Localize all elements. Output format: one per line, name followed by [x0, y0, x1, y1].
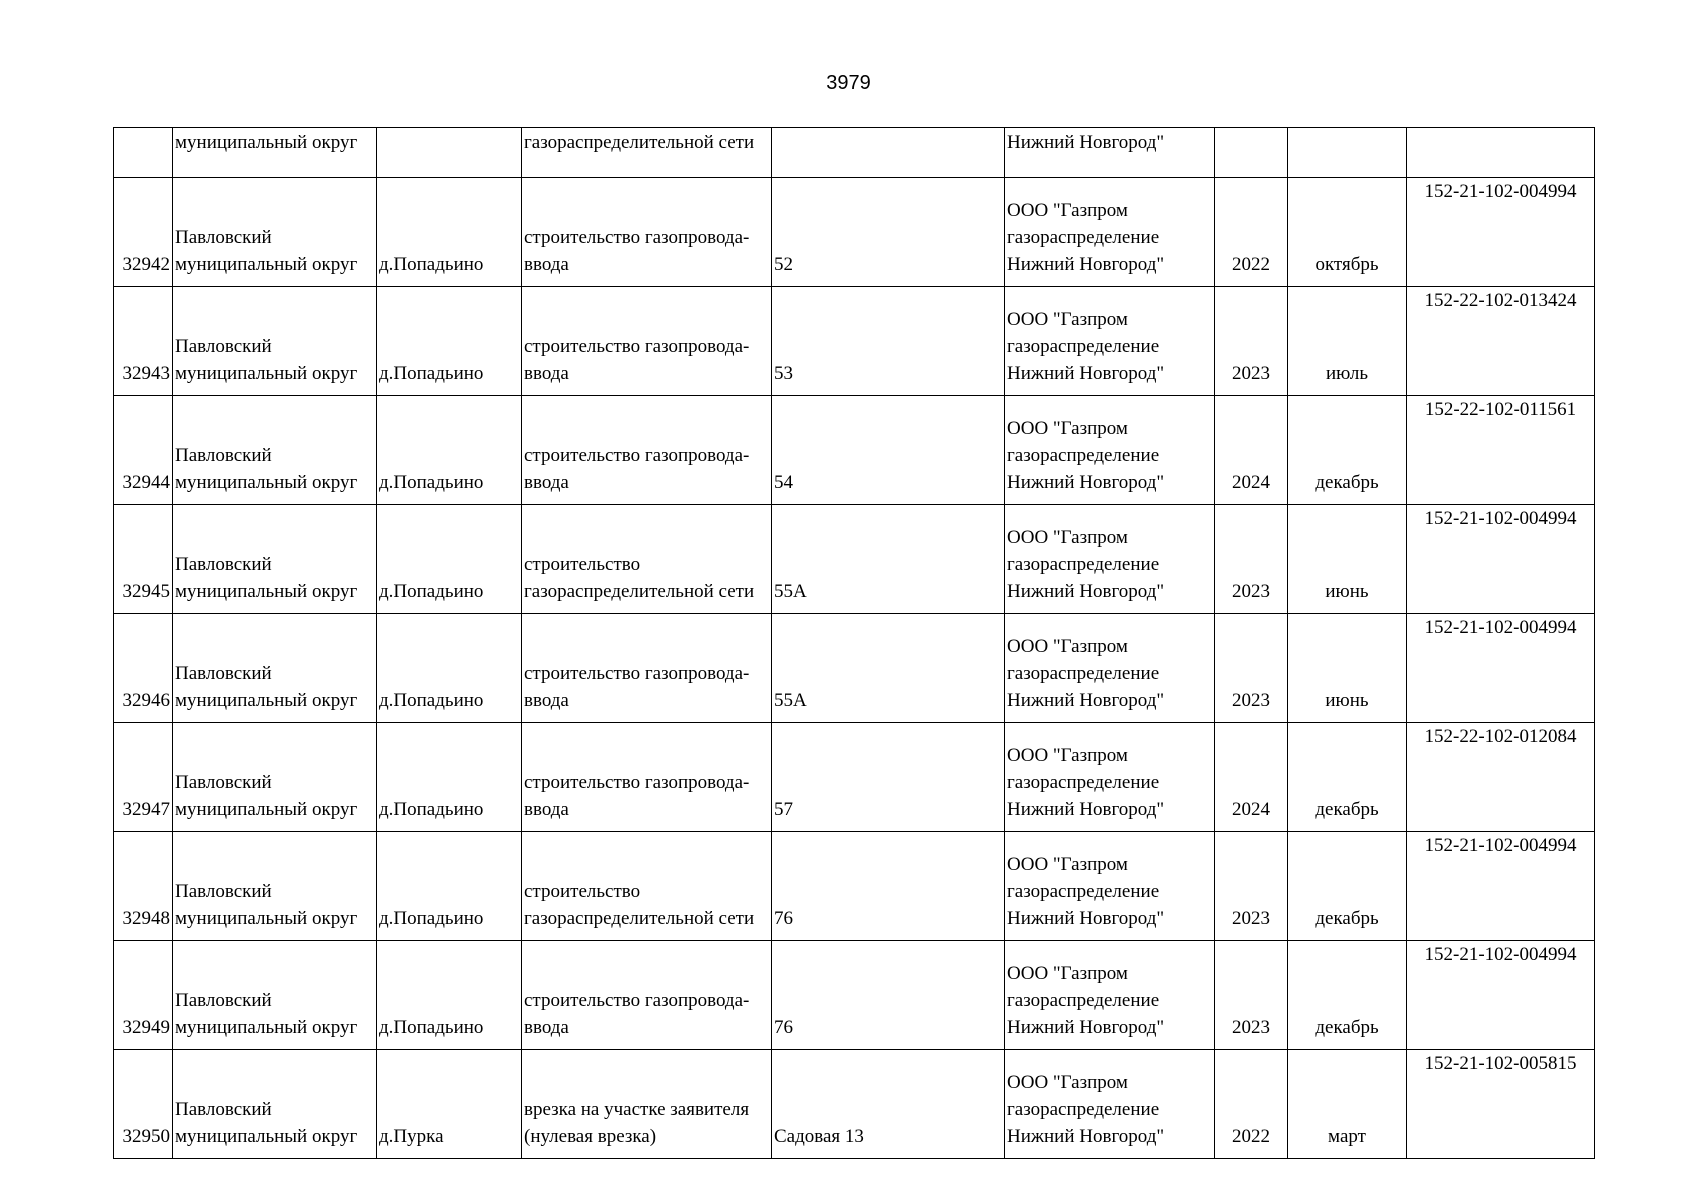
cell-district: Павловский муниципальный округ — [173, 287, 377, 396]
table-row — [114, 832, 1595, 941]
page-number: 3979 — [826, 72, 871, 94]
cell-id: 32949 — [114, 941, 173, 1050]
cell-year: 2023 — [1215, 505, 1288, 614]
table-row — [114, 1050, 1595, 1159]
cell-work-type: строительство газораспределительной сети — [522, 832, 772, 941]
cell-address: 53 — [772, 287, 1005, 396]
cell-district: муниципальный округ — [173, 128, 377, 178]
cell-id: 32944 — [114, 396, 173, 505]
cell-address: Садовая 13 — [772, 1050, 1005, 1159]
cell-work-type: врезка на участке заявителя (нулевая врезка) — [522, 1050, 772, 1159]
cell-work-type: строительство газопровода- ввода — [522, 723, 772, 832]
cell-year: 2023 — [1215, 287, 1288, 396]
cell-district: Павловский муниципальный округ — [173, 178, 377, 287]
cell-settlement: д.Попадьино — [377, 614, 522, 723]
cell-contractor: ООО "Газпром газораспределение Нижний Новгород" — [1005, 614, 1215, 723]
cell-id: 32947 — [114, 723, 173, 832]
cell-district: Павловский муниципальный округ — [173, 396, 377, 505]
cell-work-type: строительство газопровода- ввода — [522, 396, 772, 505]
cell-work-type: строительство газопровода- ввода — [522, 614, 772, 723]
cell-address: 54 — [772, 396, 1005, 505]
cell-address: 57 — [772, 723, 1005, 832]
cell-id — [114, 128, 173, 178]
cell-district: Павловский муниципальный округ — [173, 723, 377, 832]
cell-settlement: д.Попадьино — [377, 505, 522, 614]
table-row — [114, 505, 1595, 614]
cell-settlement: д.Пурка — [377, 1050, 522, 1159]
cell-contractor: ООО "Газпром газораспределение Нижний Новгород" — [1005, 287, 1215, 396]
cell-work-type: газораспределительной сети — [522, 128, 772, 178]
cell-address: 55А — [772, 505, 1005, 614]
cell-code: 152-21-102-004994 — [1407, 832, 1595, 941]
cell-district: Павловский муниципальный округ — [173, 832, 377, 941]
cell-settlement: д.Попадьино — [377, 941, 522, 1050]
table-row-continued — [114, 128, 1595, 178]
cell-month: октябрь — [1288, 178, 1407, 287]
cell-contractor: ООО "Газпром газораспределение Нижний Новгород" — [1005, 832, 1215, 941]
cell-month: декабрь — [1288, 832, 1407, 941]
cell-code: 152-22-102-011561 — [1407, 396, 1595, 505]
cell-code: 152-22-102-012084 — [1407, 723, 1595, 832]
cell-contractor: Нижний Новгород" — [1005, 128, 1215, 178]
cell-code: 152-21-102-005815 — [1407, 1050, 1595, 1159]
cell-code — [1407, 128, 1595, 178]
table-row — [114, 287, 1595, 396]
cell-year — [1215, 128, 1288, 178]
cell-district: Павловский муниципальный округ — [173, 505, 377, 614]
cell-code: 152-21-102-004994 — [1407, 178, 1595, 287]
cell-id: 32946 — [114, 614, 173, 723]
cell-contractor: ООО "Газпром газораспределение Нижний Новгород" — [1005, 505, 1215, 614]
cell-id: 32942 — [114, 178, 173, 287]
cell-id: 32945 — [114, 505, 173, 614]
cell-settlement: д.Попадьино — [377, 832, 522, 941]
cell-work-type: строительство газопровода- ввода — [522, 287, 772, 396]
table-row — [114, 178, 1595, 287]
cell-contractor: ООО "Газпром газораспределение Нижний Новгород" — [1005, 723, 1215, 832]
cell-month: июнь — [1288, 505, 1407, 614]
cell-id: 32948 — [114, 832, 173, 941]
cell-code: 152-21-102-004994 — [1407, 941, 1595, 1050]
cell-year: 2023 — [1215, 941, 1288, 1050]
cell-contractor: ООО "Газпром газораспределение Нижний Новгород" — [1005, 941, 1215, 1050]
table-row — [114, 723, 1595, 832]
cell-settlement: д.Попадьино — [377, 287, 522, 396]
cell-settlement: д.Попадьино — [377, 178, 522, 287]
cell-month: декабрь — [1288, 396, 1407, 505]
cell-year: 2022 — [1215, 178, 1288, 287]
cell-work-type: строительство газопровода- ввода — [522, 178, 772, 287]
cell-code: 152-21-102-004994 — [1407, 614, 1595, 723]
cell-district: Павловский муниципальный округ — [173, 1050, 377, 1159]
cell-id: 32943 — [114, 287, 173, 396]
cell-contractor: ООО "Газпром газораспределение Нижний Новгород" — [1005, 396, 1215, 505]
cell-address — [772, 128, 1005, 178]
cell-id: 32950 — [114, 1050, 173, 1159]
cell-contractor: ООО "Газпром газораспределение Нижний Новгород" — [1005, 178, 1215, 287]
cell-settlement — [377, 128, 522, 178]
cell-month: июль — [1288, 287, 1407, 396]
cell-year: 2023 — [1215, 614, 1288, 723]
data-table — [113, 127, 1595, 1159]
cell-district: Павловский муниципальный округ — [173, 614, 377, 723]
cell-month — [1288, 128, 1407, 178]
cell-work-type: строительство газораспределительной сети — [522, 505, 772, 614]
cell-address: 52 — [772, 178, 1005, 287]
cell-work-type: строительство газопровода- ввода — [522, 941, 772, 1050]
table-row — [114, 396, 1595, 505]
cell-month: март — [1288, 1050, 1407, 1159]
cell-month: декабрь — [1288, 941, 1407, 1050]
table-row — [114, 941, 1595, 1050]
cell-district: Павловский муниципальный округ — [173, 941, 377, 1050]
cell-year: 2024 — [1215, 723, 1288, 832]
table-row — [114, 614, 1595, 723]
cell-year: 2024 — [1215, 396, 1288, 505]
cell-address: 76 — [772, 832, 1005, 941]
cell-year: 2023 — [1215, 832, 1288, 941]
cell-code: 152-21-102-004994 — [1407, 505, 1595, 614]
cell-settlement: д.Попадьино — [377, 723, 522, 832]
cell-address: 76 — [772, 941, 1005, 1050]
cell-code: 152-22-102-013424 — [1407, 287, 1595, 396]
cell-year: 2022 — [1215, 1050, 1288, 1159]
cell-month: июнь — [1288, 614, 1407, 723]
cell-contractor: ООО "Газпром газораспределение Нижний Новгород" — [1005, 1050, 1215, 1159]
cell-address: 55А — [772, 614, 1005, 723]
cell-settlement: д.Попадьино — [377, 396, 522, 505]
cell-month: декабрь — [1288, 723, 1407, 832]
